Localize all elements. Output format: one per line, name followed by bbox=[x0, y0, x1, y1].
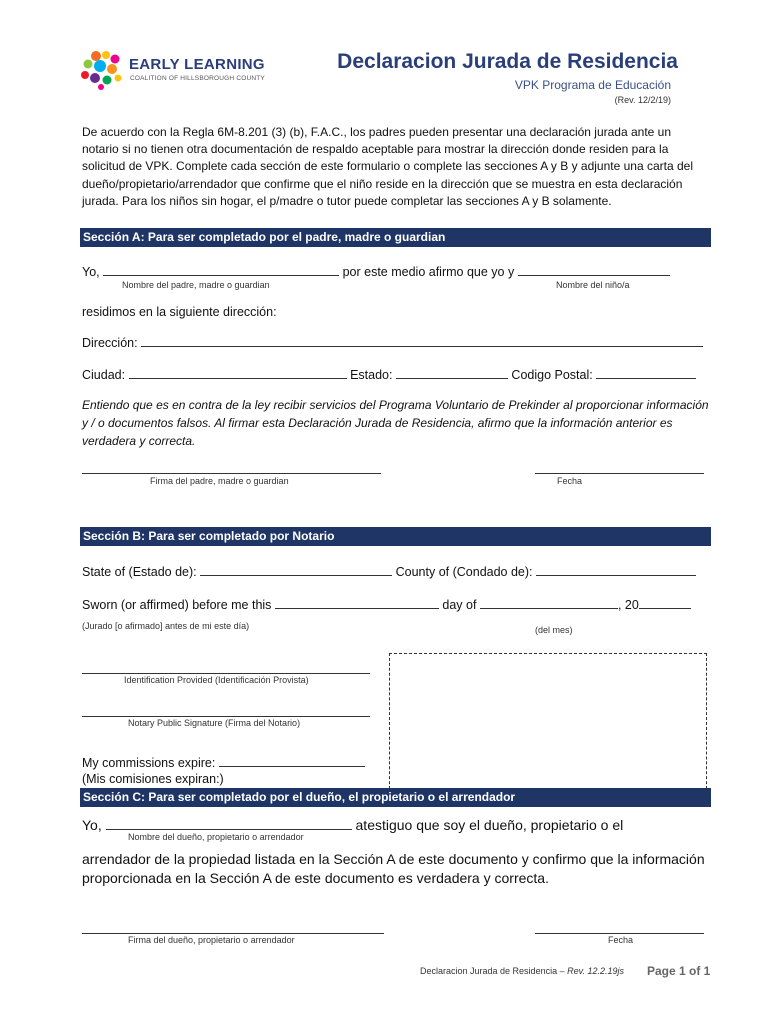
child-name-field[interactable] bbox=[518, 264, 670, 276]
direccion-label: Dirección: bbox=[82, 336, 138, 350]
owner-date-line[interactable] bbox=[535, 933, 704, 934]
section-a-yo-line bbox=[82, 264, 670, 279]
parent-name-caption: Nombre del padre, madre o guardian bbox=[122, 280, 270, 290]
commission-field[interactable] bbox=[219, 755, 365, 767]
sworn-line bbox=[82, 597, 691, 612]
logo bbox=[80, 50, 265, 90]
afirmo-label: por este medio afirmo que yo y bbox=[342, 265, 515, 279]
parent-name-field[interactable] bbox=[103, 264, 339, 276]
footer-revision: Rev. 12.2.19js bbox=[567, 966, 624, 976]
owner-date-caption: Fecha bbox=[608, 935, 634, 945]
month-caption: (del mes) bbox=[535, 625, 573, 635]
logo-text: EARLY LEARNING bbox=[129, 56, 265, 73]
parent-date-line[interactable] bbox=[535, 473, 704, 474]
atestiguo-label: atestiguo que soy el dueño, propietario o el bbox=[355, 817, 624, 833]
owner-yo-label: Yo, bbox=[82, 817, 102, 833]
year-prefix: , 20 bbox=[617, 598, 639, 612]
intro-paragraph: De acuerdo con la Regla 6M-8.201 (3) (b), F.A.C., los padres pueden presentar una declaración jurada ante un notario si no tienen otra documentación de respaldo aceptable para mostrar la dirección donde residen para la solicitud de VPK. Complete cada sección de este formulario o complete las secciones A y B y adjunte una carta del dueño/propietario/arrendador que confirme que el niño reside en la dirección que se muestra en esta declaración jurada. Para los niños sin hogar, el p/madre o tutor puede completar las secciones A y B solamente. bbox=[82, 125, 694, 208]
logo-icon bbox=[80, 50, 126, 90]
page-subtitle: VPK Programa de Educación bbox=[514, 78, 671, 92]
section-b-heading: Sección B: Para ser completado por Notario bbox=[80, 527, 711, 546]
county-of-field[interactable] bbox=[536, 564, 696, 576]
sworn-year-field[interactable] bbox=[639, 597, 691, 609]
section-c-heading: Sección C: Para ser completado por el dueño, el propietario o el arrendador bbox=[80, 788, 711, 807]
address-line bbox=[82, 335, 703, 350]
commission-es-label: (Mis comisiones expiran:) bbox=[82, 772, 224, 786]
state-of-field[interactable] bbox=[200, 564, 392, 576]
estado-label: Estado: bbox=[350, 368, 393, 382]
day-of-label: day of bbox=[442, 598, 477, 612]
yo-label: Yo, bbox=[82, 265, 100, 279]
residimos-label: residimos en la siguiente dirección: bbox=[82, 305, 277, 319]
page-number: Page 1 of 1 bbox=[647, 964, 711, 978]
owner-name-field[interactable] bbox=[106, 818, 352, 830]
id-provided-caption: Identification Provided (Identificación Provista) bbox=[124, 675, 309, 685]
sworn-label: Sworn (or affirmed) before me this bbox=[82, 598, 272, 612]
footer-doc-name bbox=[420, 966, 624, 976]
sworn-month-field[interactable] bbox=[480, 597, 618, 609]
zip-field[interactable] bbox=[596, 367, 696, 379]
owner-signature-caption: Firma del dueño, propietario o arrendador bbox=[128, 935, 295, 945]
revision-label: (Rev. 12/2/19) bbox=[614, 95, 671, 105]
county-of-label: County of (Condado de): bbox=[395, 565, 533, 579]
notary-seal-box[interactable] bbox=[389, 653, 707, 789]
state-of-label: State of (Estado de): bbox=[82, 565, 197, 579]
section-a-heading: Sección A: Para ser completado por el padre, madre o guardian bbox=[80, 228, 711, 247]
codigo-postal-label: Codigo Postal: bbox=[511, 368, 593, 382]
parent-signature-line[interactable] bbox=[82, 473, 381, 474]
parent-signature-caption: Firma del padre, madre o guardian bbox=[150, 476, 289, 486]
state-county-line bbox=[82, 564, 696, 579]
owner-name-caption: Nombre del dueño, propietario o arrendador bbox=[128, 832, 304, 842]
notary-signature-caption: Notary Public Signature (Firma del Notario) bbox=[128, 718, 301, 728]
city-field[interactable] bbox=[129, 367, 347, 379]
notary-signature-line[interactable] bbox=[82, 716, 370, 717]
section-c-paragraph: arrendador de la propiedad listada en la Sección A de este documento y confirmo que la información proporcionada en la Sección A de este documento es verdadera y correcta. bbox=[82, 851, 705, 886]
child-name-caption: Nombre del niño/a bbox=[556, 280, 630, 290]
address-field[interactable] bbox=[141, 335, 703, 347]
owner-line bbox=[82, 817, 623, 833]
sworn-day-field[interactable] bbox=[275, 597, 439, 609]
parent-date-caption: Fecha bbox=[557, 476, 583, 486]
logo-subtext: COALITION OF HILLSBOROUGH COUNTY bbox=[130, 75, 265, 82]
commission-line bbox=[82, 755, 365, 770]
commission-label: My commissions expire: bbox=[82, 756, 216, 770]
page-title: Declaracion Jurada de Residencia bbox=[337, 50, 678, 73]
id-provided-line[interactable] bbox=[82, 673, 370, 674]
ciudad-label: Ciudad: bbox=[82, 368, 126, 382]
city-line bbox=[82, 367, 696, 382]
owner-signature-line[interactable] bbox=[82, 933, 384, 934]
sworn-caption: (Jurado [o afirmado] antes de mi este día) bbox=[82, 621, 250, 631]
footer-doc-title: Declaracion Jurada de Residencia – bbox=[420, 966, 565, 976]
state-field[interactable] bbox=[396, 367, 508, 379]
section-a-statement: Entiendo que es en contra de la ley recibir servicios del Programa Voluntario de Prekinder al proporcionar información y / o documentos falsos. Al firmar esta Declaración Jurada de Residencia, afirmo que la información anterior es verdadera y correcta. bbox=[82, 398, 709, 448]
